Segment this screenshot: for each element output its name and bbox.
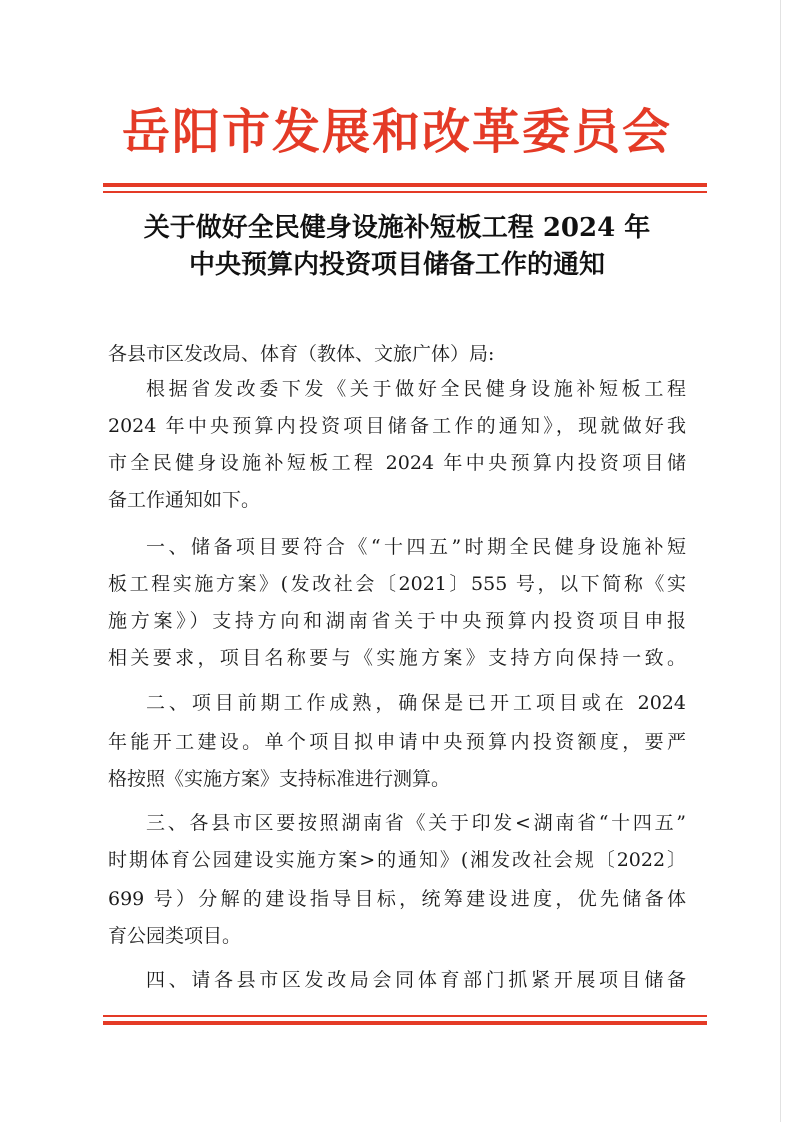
- document-title-line-1: 关于做好全民健身设施补短板工程 2024 年: [143, 213, 651, 243]
- body-line: 2024 年中央预算内投资项目储备工作的通知》，现就做好我: [108, 415, 686, 437]
- body-line: 三、各县市区要按照湖南省《关于印发<湖南省“十四五”: [146, 812, 686, 834]
- addressee: 各县市区发改局、体育（教体、文旅广体）局:: [108, 343, 495, 365]
- body-line: 年能开工建设。单个项目拟申请中央预算内投资额度，要严: [108, 731, 686, 753]
- agency-header-title: 岳阳市发展和改革委员会: [121, 104, 672, 160]
- document-title-line-2: 中央预算内投资项目储备工作的通知: [188, 250, 605, 280]
- scan-edge-line: [780, 0, 781, 1122]
- body-line: 根据省发改委下发《关于做好全民健身设施补短板工程: [146, 378, 686, 400]
- body-line: 板工程实施方案》(发改社会〔2021〕555 号，以下简称《实: [108, 573, 686, 595]
- body-line: 699 号）分解的建设指导目标，统筹建设进度，优先储备体: [108, 888, 686, 910]
- body-line: 时期体育公园建设实施方案>的通知》(湘发改社会规〔2022〕: [108, 849, 686, 871]
- body-line: 施方案》）支持方向和湖南省关于中央预算内投资项目申报: [108, 610, 686, 632]
- body-line: 格按照《实施方案》支持标准进行测算。: [108, 768, 451, 790]
- header-rule-thick: [103, 183, 707, 187]
- body-line: 二、项目前期工作成熟，确保是已开工项目或在 2024: [146, 692, 686, 714]
- header-rule-thin: [103, 191, 707, 193]
- body-line: 育公园类项目。: [108, 925, 242, 947]
- body-line: 市全民健身设施补短板工程 2024 年中央预算内投资项目储: [108, 452, 686, 474]
- body-line: 一、储备项目要符合《“十四五”时期全民健身设施补短: [146, 536, 686, 558]
- body-line: 备工作通知如下。: [108, 489, 261, 511]
- body-line: 相关要求，项目名称要与《实施方案》支持方向保持一致。: [108, 647, 686, 669]
- footer-rule-thick: [103, 1021, 707, 1025]
- footer-rule-thin: [103, 1015, 707, 1017]
- body-line: 四、请各县市区发改局会同体育部门抓紧开展项目储备: [146, 969, 686, 991]
